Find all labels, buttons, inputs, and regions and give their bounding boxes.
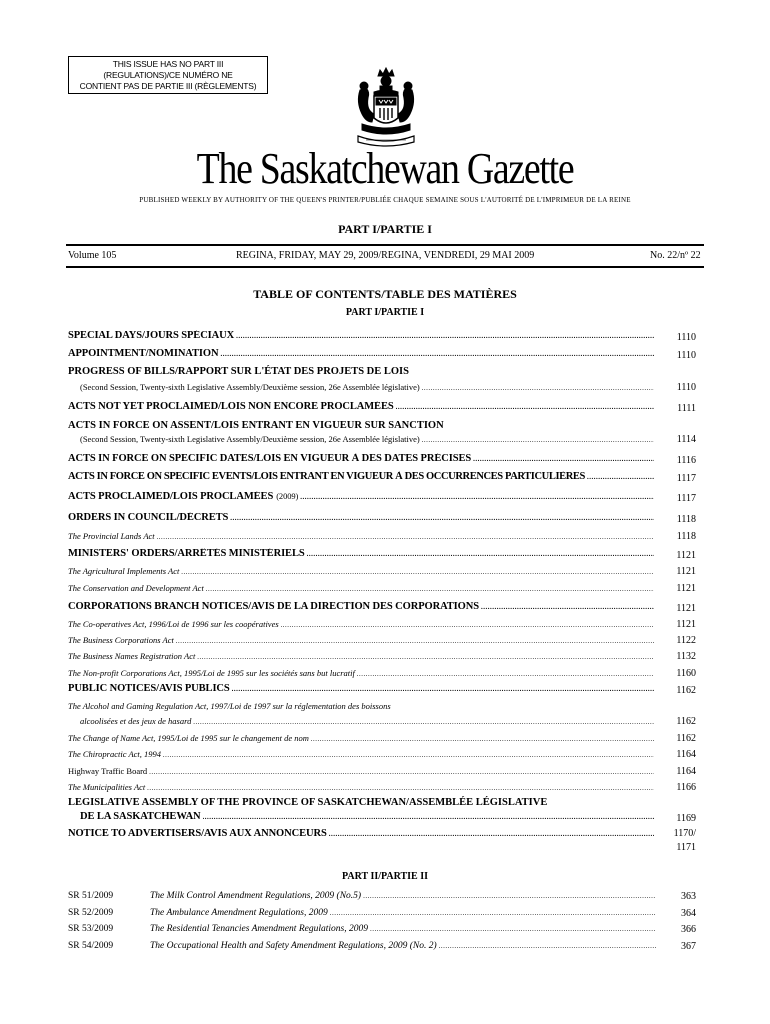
toc-entry[interactable]: ACTS IN FORCE ON SPECIFIC DATES/LOIS EN VIGUEUR À DES DATES PRÉCISES ..... bbox=[68, 453, 654, 464]
toc-page: 1117 bbox=[676, 473, 696, 484]
toc-entry[interactable]: ORDERS IN COUNCIL/DÉCRETS ..... bbox=[68, 512, 654, 523]
toc-entry-line[interactable]: The Alcohol and Gaming Regulation Act, 1997/Loi de 1997 sur la réglementation des boissons bbox=[68, 701, 391, 711]
part-ii-heading: PART II/PARTIE II bbox=[342, 871, 428, 882]
notice-line-1: THIS ISSUE HAS NO PART III bbox=[112, 59, 224, 69]
toc-entry[interactable]: The Municipalities Act ..... bbox=[68, 782, 654, 792]
toc-entry[interactable]: SPECIAL DAYS/JOURS SPÉCIAUX ..... bbox=[68, 330, 654, 341]
toc-page: 1164 bbox=[676, 766, 696, 777]
toc-entry[interactable]: NOTICE TO ADVERTISERS/AVIS AUX ANNONCEURS ..... bbox=[68, 828, 654, 839]
toc-page: 1121 bbox=[676, 550, 696, 561]
toc-page: 1110 bbox=[676, 332, 696, 343]
toc-page: 1162 bbox=[676, 733, 696, 744]
toc-page: 1121 bbox=[676, 583, 696, 594]
toc-page: 1166 bbox=[676, 782, 696, 793]
toc-entry[interactable]: ACTS IN FORCE ON SPECIFIC EVENTS/LOIS ENTRANT EN VIGUEUR À DES OCCURRENCES PARTICULIÈRES ..... bbox=[68, 471, 654, 482]
toc-entry[interactable]: ACTS PROCLAIMED/LOIS PROCLAMÉES (2009) ..... bbox=[68, 491, 654, 502]
toc-entry[interactable]: DE LA SASKATCHEWAN ..... bbox=[80, 811, 654, 822]
regulation-page: 364 bbox=[681, 908, 696, 919]
regulation-title[interactable]: The Milk Control Amendment Regulations, 2009 (No.5) ..... bbox=[150, 891, 656, 901]
toc-entry[interactable]: The Conservation and Development Act ..... bbox=[68, 583, 654, 593]
toc-page: 1132 bbox=[676, 651, 696, 662]
gazette-title: The Saskatchewan Gazette bbox=[196, 144, 574, 193]
toc-entry[interactable]: PUBLIC NOTICES/AVIS PUBLICS ..... bbox=[68, 683, 654, 694]
regulation-page: 366 bbox=[681, 924, 696, 935]
toc-entry[interactable]: The Business Names Registration Act ..... bbox=[68, 651, 654, 661]
toc-page: 1114 bbox=[676, 434, 696, 445]
part-i-heading: PART I/PARTIE I bbox=[338, 222, 432, 236]
toc-entry[interactable]: The Business Corporations Act ..... bbox=[68, 635, 654, 645]
regulation-number: SR 54/2009 bbox=[68, 941, 114, 951]
issue-date: REGINA, FRIDAY, MAY 29, 2009/REGINA, VENDREDI, 29 MAI 2009 bbox=[236, 250, 535, 261]
notice-line-3: CONTIENT PAS DE PARTIE III (RÈGLEMENTS) bbox=[79, 81, 257, 91]
notice-line-2: (REGULATIONS)/CE NUMÉRO NE bbox=[103, 70, 233, 80]
toc-page: 1122 bbox=[676, 635, 696, 646]
toc-entry[interactable]: ACTS NOT YET PROCLAIMED/LOIS NON ENCORE PROCLAMÉES ..... bbox=[68, 401, 654, 412]
toc-page: 1118 bbox=[676, 514, 696, 525]
toc-entry[interactable]: alcoolisées et des jeux de hasard ..... bbox=[80, 716, 654, 726]
toc-entry[interactable]: (Second Session, Twenty-sixth Legislative Assembly/Deuxième session, 26e Assemblée législative) ..... bbox=[80, 434, 654, 444]
toc-page: 1162 bbox=[676, 716, 696, 727]
toc-page: 1160 bbox=[676, 668, 696, 679]
toc-entry[interactable]: MINISTERS' ORDERS/ARRÊTÉS MINISTÉRIELS ..... bbox=[68, 548, 654, 559]
toc-page: 1118 bbox=[676, 531, 696, 542]
regulation-title[interactable]: The Occupational Health and Safety Amendment Regulations, 2009 (No. 2) ..... bbox=[150, 941, 656, 951]
toc-page: 1110 bbox=[676, 350, 696, 361]
toc-part-label: PART I/PARTIE I bbox=[345, 307, 425, 318]
toc-entry[interactable]: Highway Traffic Board ..... bbox=[68, 766, 654, 776]
toc-page: 1110 bbox=[676, 382, 696, 393]
toc-page: 1121 bbox=[676, 619, 696, 630]
toc-page: 1162 bbox=[676, 685, 696, 696]
toc-page: 1121 bbox=[676, 566, 696, 577]
issue-number: No. 22/nº 22 bbox=[650, 250, 701, 261]
coat-of-arms-icon bbox=[354, 66, 418, 148]
toc-entry[interactable]: The Agricultural Implements Act ..... bbox=[68, 566, 654, 576]
toc-heading[interactable]: ACTS IN FORCE ON ASSENT/LOIS ENTRANT EN VIGUEUR SUR SANCTION bbox=[68, 420, 444, 431]
toc-heading[interactable]: LEGISLATIVE ASSEMBLY OF THE PROVINCE OF SASKATCHEWAN/ASSEMBLÉE LÉGISLATIVE bbox=[68, 797, 548, 808]
regulation-number: SR 51/2009 bbox=[68, 891, 114, 901]
regulation-title[interactable]: The Ambulance Amendment Regulations, 2009 ..... bbox=[150, 908, 656, 918]
toc-entry[interactable]: (Second Session, Twenty-sixth Legislative Assembly/Deuxième session, 26e Assemblée législative) ..... bbox=[80, 382, 654, 392]
toc-entry[interactable]: The Provincial Lands Act ..... bbox=[68, 531, 654, 541]
toc-entry[interactable]: APPOINTMENT/NOMINATION ..... bbox=[68, 348, 654, 359]
regulation-page: 367 bbox=[681, 941, 696, 952]
toc-page: 1121 bbox=[676, 603, 696, 614]
header-rule-bottom bbox=[66, 266, 704, 268]
regulation-title[interactable]: The Residential Tenancies Amendment Regulations, 2009 ..... bbox=[150, 924, 656, 934]
volume-label: Volume 105 bbox=[68, 250, 117, 261]
toc-title: TABLE OF CONTENTS/TABLE DES MATIÈRES bbox=[253, 287, 517, 301]
toc-page: 1164 bbox=[676, 749, 696, 760]
no-part-iii-notice bbox=[68, 56, 268, 94]
toc-entry[interactable]: The Change of Name Act, 1995/Loi de 1995 sur le changement de nom ..... bbox=[68, 733, 654, 743]
toc-page: 1169 bbox=[676, 813, 696, 824]
toc-page: 1117 bbox=[676, 493, 696, 504]
toc-entry[interactable]: The Chiropractic Act, 1994 ..... bbox=[68, 749, 654, 759]
regulation-page: 363 bbox=[681, 891, 696, 902]
header-rule-top bbox=[66, 244, 704, 246]
toc-heading[interactable]: PROGRESS OF BILLS/RAPPORT SUR L'ÉTAT DES PROJETS DE LOIS bbox=[68, 366, 409, 377]
toc-page: 1170/ bbox=[673, 828, 696, 839]
toc-page: 1171 bbox=[676, 842, 696, 853]
gazette-subtitle: PUBLISHED WEEKLY BY AUTHORITY OF THE QUEEN'S PRINTER/PUBLIÉE CHAQUE SEMAINE SOUS L'AUTORITÉ DE L'IMPRIMEUR DE LA REINE bbox=[139, 196, 631, 204]
toc-entry[interactable]: The Co-operatives Act, 1996/Loi de 1996 sur les coopératives ..... bbox=[68, 619, 654, 629]
regulation-number: SR 53/2009 bbox=[68, 924, 114, 934]
toc-page: 1116 bbox=[676, 455, 696, 466]
regulation-number: SR 52/2009 bbox=[68, 908, 114, 918]
toc-page: 1111 bbox=[677, 403, 696, 414]
toc-entry[interactable]: The Non-profit Corporations Act, 1995/Loi de 1995 sur les sociétés sans but lucratif ..... bbox=[68, 668, 654, 678]
toc-entry[interactable]: CORPORATIONS BRANCH NOTICES/AVIS DE LA DIRECTION DES CORPORATIONS ..... bbox=[68, 601, 654, 612]
